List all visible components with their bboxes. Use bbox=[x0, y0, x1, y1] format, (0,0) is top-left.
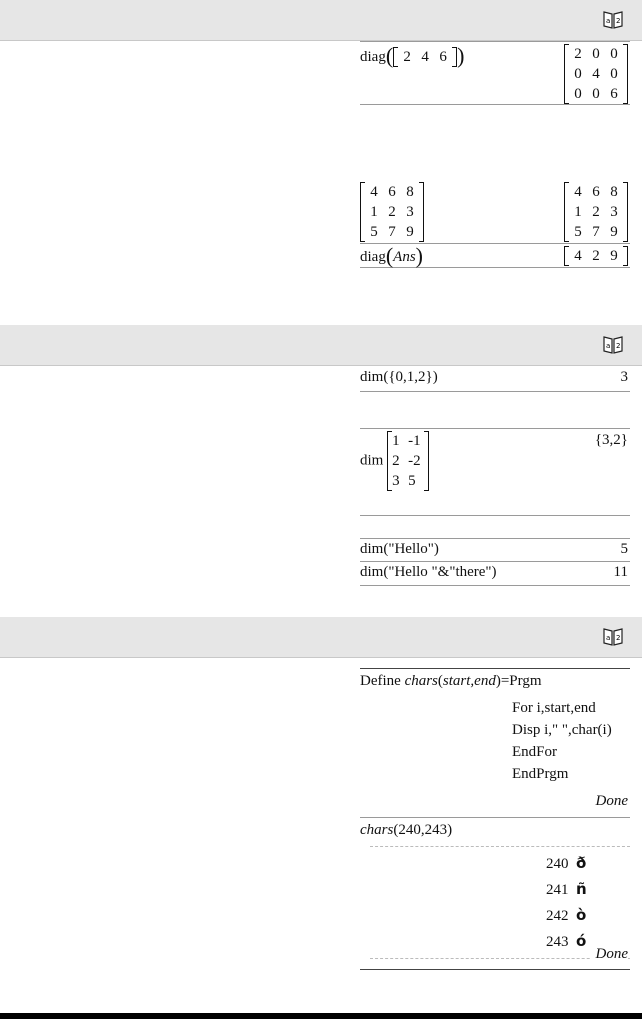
svg-text:a: a bbox=[606, 634, 611, 642]
dim-input-1: dim({0,1,2}) bbox=[360, 369, 438, 385]
result-matrix: 2 0 0 0 4 0 0 0 6 bbox=[564, 44, 628, 104]
diag-result-1 bbox=[564, 44, 628, 104]
program-line: Disp i," ",char(i) bbox=[512, 722, 612, 738]
page-bottom-rule bbox=[0, 1013, 642, 1019]
chars-call: chars(240,243) bbox=[360, 822, 453, 838]
input-matrix: 4 6 8 1 2 3 5 7 9 bbox=[360, 182, 424, 242]
chars-output-line: 240 ð bbox=[546, 854, 587, 872]
chars-output-list bbox=[546, 854, 626, 958]
dim-row-1 bbox=[360, 366, 630, 392]
chars-define-row bbox=[360, 668, 630, 818]
dim-input-4: dim("Hello "&"there") bbox=[360, 564, 497, 580]
row-vector: 2 4 6 bbox=[393, 47, 457, 67]
diag-input-1: diag( 2 4 6 ) bbox=[360, 43, 465, 68]
dim-row-2 bbox=[360, 428, 630, 516]
svg-text:a: a bbox=[606, 342, 611, 350]
dim-examples bbox=[360, 366, 630, 586]
diag-example-2 bbox=[360, 180, 630, 268]
svg-text:2: 2 bbox=[616, 634, 621, 642]
diag-matrix-row bbox=[360, 180, 630, 244]
svg-text:2: 2 bbox=[616, 17, 621, 25]
diag-ans-result: 4 2 9 bbox=[564, 246, 628, 266]
chars-call-row bbox=[360, 818, 630, 970]
book-icon bbox=[602, 625, 624, 647]
dim-input-2: dim 1 -1 2 -2 3 5 bbox=[360, 431, 429, 491]
svg-text:a: a bbox=[606, 17, 611, 25]
dim-row-4 bbox=[360, 562, 630, 586]
diag-row-1 bbox=[360, 41, 630, 105]
chars-output-line: 241 ñ bbox=[546, 880, 587, 898]
dim-result-2: {3,2} bbox=[594, 432, 628, 448]
section-header-diag bbox=[0, 0, 642, 41]
dim-result-3: 5 bbox=[620, 541, 628, 557]
chars-done: Done bbox=[590, 946, 629, 963]
diag-ans-input: diag(Ans) bbox=[360, 243, 423, 268]
svg-text:2: 2 bbox=[616, 342, 621, 350]
chars-output-line: 242 ò bbox=[546, 906, 587, 924]
dim-result-4: 11 bbox=[613, 564, 628, 580]
section-header-dim bbox=[0, 325, 642, 366]
book-icon bbox=[602, 8, 624, 30]
fn-name: diag bbox=[360, 49, 386, 65]
chars-example bbox=[360, 668, 630, 970]
program-body bbox=[512, 697, 612, 785]
define-line: Define chars(start,end)=Prgm bbox=[360, 673, 542, 689]
book-icon bbox=[602, 333, 624, 355]
output-matrix: 4 6 8 1 2 3 5 7 9 bbox=[564, 182, 628, 242]
dim-result-1: 3 bbox=[620, 369, 628, 385]
define-done: Done bbox=[595, 793, 628, 809]
diag-ans-row bbox=[360, 244, 630, 268]
diag-example-1 bbox=[360, 41, 630, 105]
program-line: For i,start,end bbox=[512, 700, 596, 716]
program-line: EndPrgm bbox=[512, 766, 569, 782]
dim-row-3 bbox=[360, 538, 630, 562]
dim-input-3: dim("Hello") bbox=[360, 541, 439, 557]
chars-output-line: 243 ó bbox=[546, 932, 587, 950]
program-line: EndFor bbox=[512, 744, 557, 760]
section-header-chars bbox=[0, 617, 642, 658]
